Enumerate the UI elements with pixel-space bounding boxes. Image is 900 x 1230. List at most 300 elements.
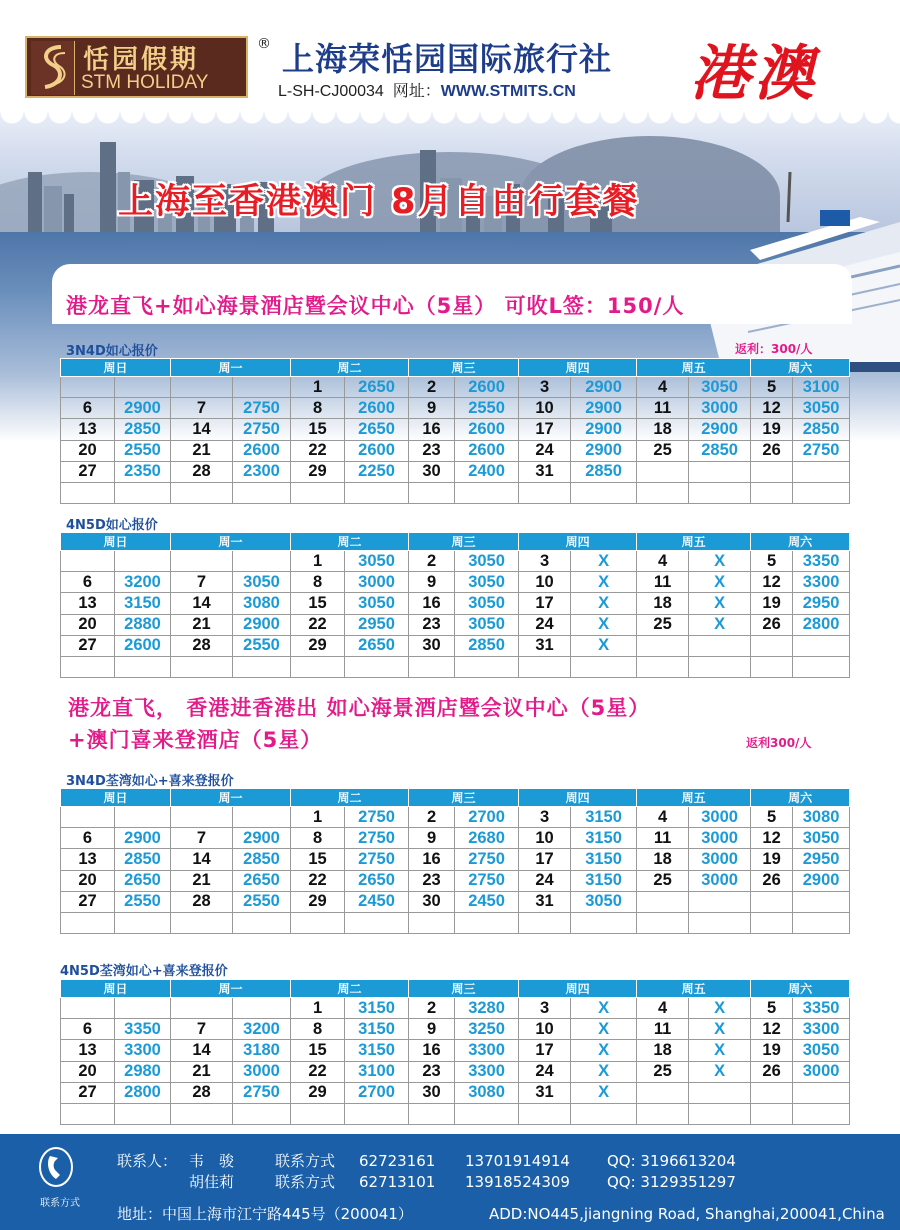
date-cell <box>637 482 689 503</box>
price-cell: 3080 <box>233 593 291 614</box>
price-cell: 2650 <box>345 635 409 656</box>
price-cell <box>115 912 171 933</box>
price-cell: 3050 <box>793 1040 850 1061</box>
price-cell <box>793 1082 850 1103</box>
date-cell: 30 <box>409 635 455 656</box>
table-row <box>61 572 850 593</box>
unavailable-cell: X <box>689 593 751 614</box>
price-cell <box>233 656 291 677</box>
date-cell: 7 <box>171 1019 233 1040</box>
date-cell: 9 <box>409 398 455 419</box>
contact-qq[interactable]: QQ: 3129351297 <box>607 1173 736 1191</box>
date-cell <box>637 912 689 933</box>
unavailable-cell: X <box>571 551 637 572</box>
date-cell: 6 <box>61 398 115 419</box>
unavailable-cell: X <box>689 572 751 593</box>
contact-mobile[interactable]: 13701914914 <box>465 1152 570 1170</box>
price-cell: 2950 <box>345 614 409 635</box>
website-label: 网址： <box>392 83 441 100</box>
price-cell: 3300 <box>793 1019 850 1040</box>
price-cell <box>345 1103 409 1124</box>
date-cell <box>637 1082 689 1103</box>
table-row <box>61 398 850 419</box>
date-cell <box>61 1103 115 1124</box>
date-cell: 11 <box>637 1019 689 1040</box>
unavailable-cell: X <box>571 1040 637 1061</box>
date-cell: 10 <box>519 572 571 593</box>
price-cell <box>689 1082 751 1103</box>
price-cell: 3350 <box>115 1019 171 1040</box>
date-cell: 24 <box>519 440 571 461</box>
date-cell: 8 <box>291 398 345 419</box>
date-cell <box>61 551 115 572</box>
price-cell: 3150 <box>345 1019 409 1040</box>
date-cell: 18 <box>637 1040 689 1061</box>
contact-qq[interactable]: QQ: 3196613204 <box>607 1152 736 1170</box>
price-cell <box>689 912 751 933</box>
date-cell: 10 <box>519 828 571 849</box>
weekday-header: 周三 <box>409 359 519 377</box>
price-cell: 2750 <box>233 419 291 440</box>
price-cell: 3150 <box>115 593 171 614</box>
date-cell <box>61 807 115 828</box>
price-cell: 3050 <box>793 828 850 849</box>
price-cell: 2750 <box>345 807 409 828</box>
date-cell: 5 <box>751 807 793 828</box>
date-cell: 26 <box>751 1061 793 1082</box>
price-cell <box>233 998 291 1019</box>
weekday-header: 周四 <box>519 533 637 551</box>
logo-chinese-name: 恬园假期 <box>83 45 200 75</box>
price-cell <box>689 482 751 503</box>
table-1-title: 3N4D如心报价 <box>66 344 158 359</box>
price-cell: 2900 <box>115 828 171 849</box>
date-cell: 28 <box>171 891 233 912</box>
date-cell: 29 <box>291 891 345 912</box>
price-cell <box>233 551 291 572</box>
price-cell: 2600 <box>455 419 519 440</box>
date-cell <box>519 482 571 503</box>
date-cell: 14 <box>171 419 233 440</box>
table-row <box>61 1103 850 1124</box>
date-cell: 16 <box>409 419 455 440</box>
company-name: 上海荣恬园国际旅行社 <box>282 40 613 78</box>
price-cell <box>345 656 409 677</box>
date-cell: 1 <box>291 998 345 1019</box>
date-cell: 22 <box>291 1061 345 1082</box>
price-cell <box>115 807 171 828</box>
contact-mobile[interactable]: 13918524309 <box>465 1173 570 1191</box>
price-cell: 2700 <box>455 807 519 828</box>
date-cell <box>751 461 793 482</box>
price-cell: 2900 <box>571 377 637 398</box>
date-cell: 2 <box>409 998 455 1019</box>
date-cell: 20 <box>61 440 115 461</box>
price-cell: 2550 <box>233 635 291 656</box>
date-cell: 20 <box>61 614 115 635</box>
weekday-header: 周五 <box>637 980 751 998</box>
date-cell <box>171 807 233 828</box>
price-cell: 2750 <box>793 440 850 461</box>
price-cell: 2650 <box>233 870 291 891</box>
date-cell: 11 <box>637 828 689 849</box>
table-row <box>61 482 850 503</box>
date-cell: 11 <box>637 572 689 593</box>
date-cell: 13 <box>61 1040 115 1061</box>
date-cell <box>751 482 793 503</box>
price-cell: 2750 <box>345 828 409 849</box>
website-url[interactable]: WWW.STMITS.CN <box>440 83 576 100</box>
date-cell: 22 <box>291 870 345 891</box>
price-cell: 3200 <box>233 1019 291 1040</box>
date-cell: 28 <box>171 635 233 656</box>
price-cell: 2550 <box>455 398 519 419</box>
date-cell <box>291 912 345 933</box>
price-cell: 2900 <box>793 870 850 891</box>
table-row <box>61 419 850 440</box>
banner-headline: 上海至香港澳门 8月自由行套餐 <box>118 182 640 222</box>
contact-method: 联系方式 <box>275 1152 336 1170</box>
date-cell: 27 <box>61 461 115 482</box>
price-cell <box>115 551 171 572</box>
price-cell: 3000 <box>689 870 751 891</box>
contact-row-2 <box>117 1171 736 1192</box>
price-cell: 2680 <box>455 828 519 849</box>
date-cell: 15 <box>291 1040 345 1061</box>
table-4-title: 4N5D荃湾如心+喜来登报价 <box>60 964 228 979</box>
weekday-header: 周三 <box>409 980 519 998</box>
price-cell: 3080 <box>793 807 850 828</box>
date-cell: 1 <box>291 551 345 572</box>
price-cell <box>793 891 850 912</box>
contact-phone[interactable]: 62723161 <box>359 1152 436 1170</box>
date-cell: 5 <box>751 377 793 398</box>
weekday-header: 周六 <box>751 359 850 377</box>
price-cell: 3000 <box>689 398 751 419</box>
price-cell: 2600 <box>345 440 409 461</box>
date-cell <box>637 461 689 482</box>
date-cell: 13 <box>61 593 115 614</box>
table-row <box>61 807 850 828</box>
weekday-header: 周一 <box>171 789 291 807</box>
date-cell: 8 <box>291 572 345 593</box>
date-cell: 4 <box>637 377 689 398</box>
price-cell: 2700 <box>345 1082 409 1103</box>
date-cell <box>751 656 793 677</box>
date-cell: 17 <box>519 419 571 440</box>
price-cell: 2650 <box>345 870 409 891</box>
price-cell: 2850 <box>115 419 171 440</box>
weekday-header: 周六 <box>751 789 850 807</box>
date-cell <box>637 1103 689 1124</box>
price-cell: 2750 <box>455 870 519 891</box>
price-cell: 2600 <box>233 440 291 461</box>
date-cell: 3 <box>519 551 571 572</box>
unavailable-cell: X <box>689 614 751 635</box>
date-cell <box>751 912 793 933</box>
date-cell: 19 <box>751 849 793 870</box>
price-table-4n5d-tsuen-wan-sheraton <box>60 979 850 1125</box>
weekday-header: 周一 <box>171 359 291 377</box>
price-cell: 2800 <box>793 614 850 635</box>
date-cell: 10 <box>519 1019 571 1040</box>
unavailable-cell: X <box>571 635 637 656</box>
logo <box>25 36 248 98</box>
date-cell: 5 <box>751 551 793 572</box>
date-cell: 18 <box>637 419 689 440</box>
license-line <box>278 78 576 101</box>
date-cell: 23 <box>409 870 455 891</box>
date-cell <box>171 377 233 398</box>
contact-phone[interactable]: 62713101 <box>359 1173 436 1191</box>
price-cell: 3250 <box>455 1019 519 1040</box>
date-cell: 20 <box>61 870 115 891</box>
price-cell: 3150 <box>571 849 637 870</box>
date-cell: 13 <box>61 849 115 870</box>
date-cell: 17 <box>519 593 571 614</box>
price-cell: 2950 <box>793 849 850 870</box>
date-cell: 10 <box>519 398 571 419</box>
price-cell <box>115 1103 171 1124</box>
price-table-3n4d-tsuen-wan-sheraton <box>60 788 850 934</box>
price-cell: 2900 <box>115 398 171 419</box>
price-cell: 3200 <box>115 572 171 593</box>
date-cell: 1 <box>291 377 345 398</box>
price-cell: 3080 <box>455 1082 519 1103</box>
weekday-header-row <box>61 789 850 807</box>
date-cell <box>751 1082 793 1103</box>
price-cell: 3350 <box>793 998 850 1019</box>
unavailable-cell: X <box>571 593 637 614</box>
date-cell: 4 <box>637 551 689 572</box>
price-cell: 2400 <box>455 461 519 482</box>
date-cell: 30 <box>409 461 455 482</box>
price-cell <box>455 1103 519 1124</box>
license-number: L-SH-CJ00034 <box>278 83 384 100</box>
price-cell <box>793 461 850 482</box>
price-cell <box>233 807 291 828</box>
price-cell <box>345 482 409 503</box>
weekday-header-row <box>61 359 850 377</box>
date-cell: 27 <box>61 1082 115 1103</box>
date-cell: 16 <box>409 593 455 614</box>
date-cell: 14 <box>171 1040 233 1061</box>
date-cell <box>637 635 689 656</box>
price-cell: 2750 <box>345 849 409 870</box>
address-english: ADD:NO445,jiangning Road, Shanghai,200041,China <box>489 1205 885 1223</box>
date-cell: 27 <box>61 635 115 656</box>
weekday-header: 周二 <box>291 359 409 377</box>
date-cell <box>637 656 689 677</box>
weekday-header: 周日 <box>61 980 171 998</box>
date-cell <box>291 482 345 503</box>
weekday-header: 周日 <box>61 359 171 377</box>
date-cell: 21 <box>171 1061 233 1082</box>
price-cell <box>689 1103 751 1124</box>
price-table-4n5d <box>60 532 850 678</box>
contact-footer <box>0 1134 900 1230</box>
unavailable-cell: X <box>571 614 637 635</box>
table-row <box>61 1061 850 1082</box>
table-row <box>61 440 850 461</box>
date-cell: 17 <box>519 1040 571 1061</box>
price-cell: 3280 <box>455 998 519 1019</box>
unavailable-cell: X <box>571 1061 637 1082</box>
date-cell <box>751 891 793 912</box>
table-row <box>61 828 850 849</box>
date-cell: 12 <box>751 828 793 849</box>
table-2-title: 4N5D如心报价 <box>66 518 158 533</box>
price-cell: 2850 <box>689 440 751 461</box>
price-cell <box>233 482 291 503</box>
date-cell: 31 <box>519 1082 571 1103</box>
date-cell: 3 <box>519 377 571 398</box>
date-cell: 19 <box>751 593 793 614</box>
weekday-header: 周五 <box>637 789 751 807</box>
weekday-header-row <box>61 980 850 998</box>
unavailable-cell: X <box>689 1040 751 1061</box>
date-cell: 6 <box>61 828 115 849</box>
date-cell: 29 <box>291 1082 345 1103</box>
date-cell: 31 <box>519 635 571 656</box>
price-cell: 3050 <box>571 891 637 912</box>
unavailable-cell: X <box>689 998 751 1019</box>
phone-icon <box>38 1146 74 1188</box>
price-cell <box>233 377 291 398</box>
date-cell: 23 <box>409 1061 455 1082</box>
price-cell <box>233 912 291 933</box>
price-cell: 3050 <box>345 593 409 614</box>
date-cell: 24 <box>519 870 571 891</box>
header <box>0 0 900 112</box>
price-cell: 2950 <box>793 593 850 614</box>
price-cell: 2600 <box>455 377 519 398</box>
price-cell: 2850 <box>571 461 637 482</box>
date-cell: 4 <box>637 998 689 1019</box>
price-cell: 2650 <box>345 377 409 398</box>
price-cell <box>455 482 519 503</box>
price-cell: 3150 <box>345 998 409 1019</box>
table-row <box>61 614 850 635</box>
date-cell: 3 <box>519 998 571 1019</box>
price-cell: 2900 <box>571 440 637 461</box>
price-cell: 3300 <box>115 1040 171 1061</box>
date-cell: 2 <box>409 377 455 398</box>
price-cell: 3000 <box>233 1061 291 1082</box>
table-row <box>61 998 850 1019</box>
date-cell: 22 <box>291 614 345 635</box>
price-cell <box>689 656 751 677</box>
logo-english-name: STM HOLIDAY <box>81 72 209 93</box>
table-row <box>61 912 850 933</box>
price-cell: 3000 <box>689 807 751 828</box>
date-cell: 7 <box>171 398 233 419</box>
section-2-title-line-1: 港龙直飞， 香港进香港出 如心海景酒店暨会议中心（5星） <box>68 696 651 720</box>
price-cell: 3050 <box>689 377 751 398</box>
price-cell: 3350 <box>793 551 850 572</box>
price-cell <box>571 1103 637 1124</box>
date-cell: 9 <box>409 1019 455 1040</box>
price-cell: 3300 <box>793 572 850 593</box>
contact-name: 胡佳莉 <box>189 1173 235 1191</box>
stm-logo-icon <box>31 41 75 95</box>
price-cell: 3050 <box>455 572 519 593</box>
table-row <box>61 1082 850 1103</box>
date-cell: 26 <box>751 870 793 891</box>
table-row <box>61 656 850 677</box>
date-cell: 19 <box>751 1040 793 1061</box>
date-cell <box>409 912 455 933</box>
date-cell: 3 <box>519 807 571 828</box>
date-cell: 21 <box>171 614 233 635</box>
price-cell: 2550 <box>233 891 291 912</box>
price-cell <box>793 482 850 503</box>
price-cell: 3000 <box>689 849 751 870</box>
price-cell: 2750 <box>455 849 519 870</box>
price-cell: 2300 <box>233 461 291 482</box>
weekday-header: 周日 <box>61 533 171 551</box>
price-cell: 2650 <box>345 419 409 440</box>
weekday-header: 周四 <box>519 789 637 807</box>
price-cell: 3050 <box>455 614 519 635</box>
weekday-header: 周四 <box>519 980 637 998</box>
date-cell <box>171 912 233 933</box>
section-1-title: 港龙直飞+如心海景酒店暨会议中心（5星） 可收L签：150/人 <box>66 294 685 318</box>
date-cell: 8 <box>291 828 345 849</box>
date-cell: 15 <box>291 593 345 614</box>
table-row <box>61 870 850 891</box>
date-cell <box>519 656 571 677</box>
price-cell: 2600 <box>455 440 519 461</box>
date-cell: 4 <box>637 807 689 828</box>
price-cell: 2450 <box>455 891 519 912</box>
date-cell: 24 <box>519 614 571 635</box>
date-cell: 2 <box>409 551 455 572</box>
date-cell: 18 <box>637 593 689 614</box>
date-cell: 29 <box>291 635 345 656</box>
table-row <box>61 461 850 482</box>
unavailable-cell: X <box>571 572 637 593</box>
price-cell: 3000 <box>689 828 751 849</box>
date-cell: 31 <box>519 891 571 912</box>
weekday-header: 周二 <box>291 980 409 998</box>
date-cell: 25 <box>637 1061 689 1082</box>
unavailable-cell: X <box>571 998 637 1019</box>
date-cell <box>751 635 793 656</box>
date-cell <box>171 998 233 1019</box>
price-cell: 3050 <box>793 398 850 419</box>
weekday-header: 周四 <box>519 359 637 377</box>
section-2-title-line-2: +澳门喜来登酒店（5星） <box>68 728 323 752</box>
price-cell: 2850 <box>793 419 850 440</box>
table-1-rebate: 返利：300/人 <box>735 342 813 356</box>
price-cell <box>115 377 171 398</box>
price-cell <box>689 461 751 482</box>
price-cell: 2650 <box>115 870 171 891</box>
price-cell: 3150 <box>571 828 637 849</box>
table-3-title: 3N4D荃湾如心+喜来登报价 <box>66 774 234 789</box>
date-cell: 26 <box>751 614 793 635</box>
date-cell <box>171 482 233 503</box>
price-cell <box>571 482 637 503</box>
price-cell: 2850 <box>233 849 291 870</box>
date-cell: 14 <box>171 849 233 870</box>
date-cell <box>519 1103 571 1124</box>
date-cell: 22 <box>291 440 345 461</box>
date-cell: 17 <box>519 849 571 870</box>
price-cell: 2980 <box>115 1061 171 1082</box>
price-cell: 2350 <box>115 461 171 482</box>
